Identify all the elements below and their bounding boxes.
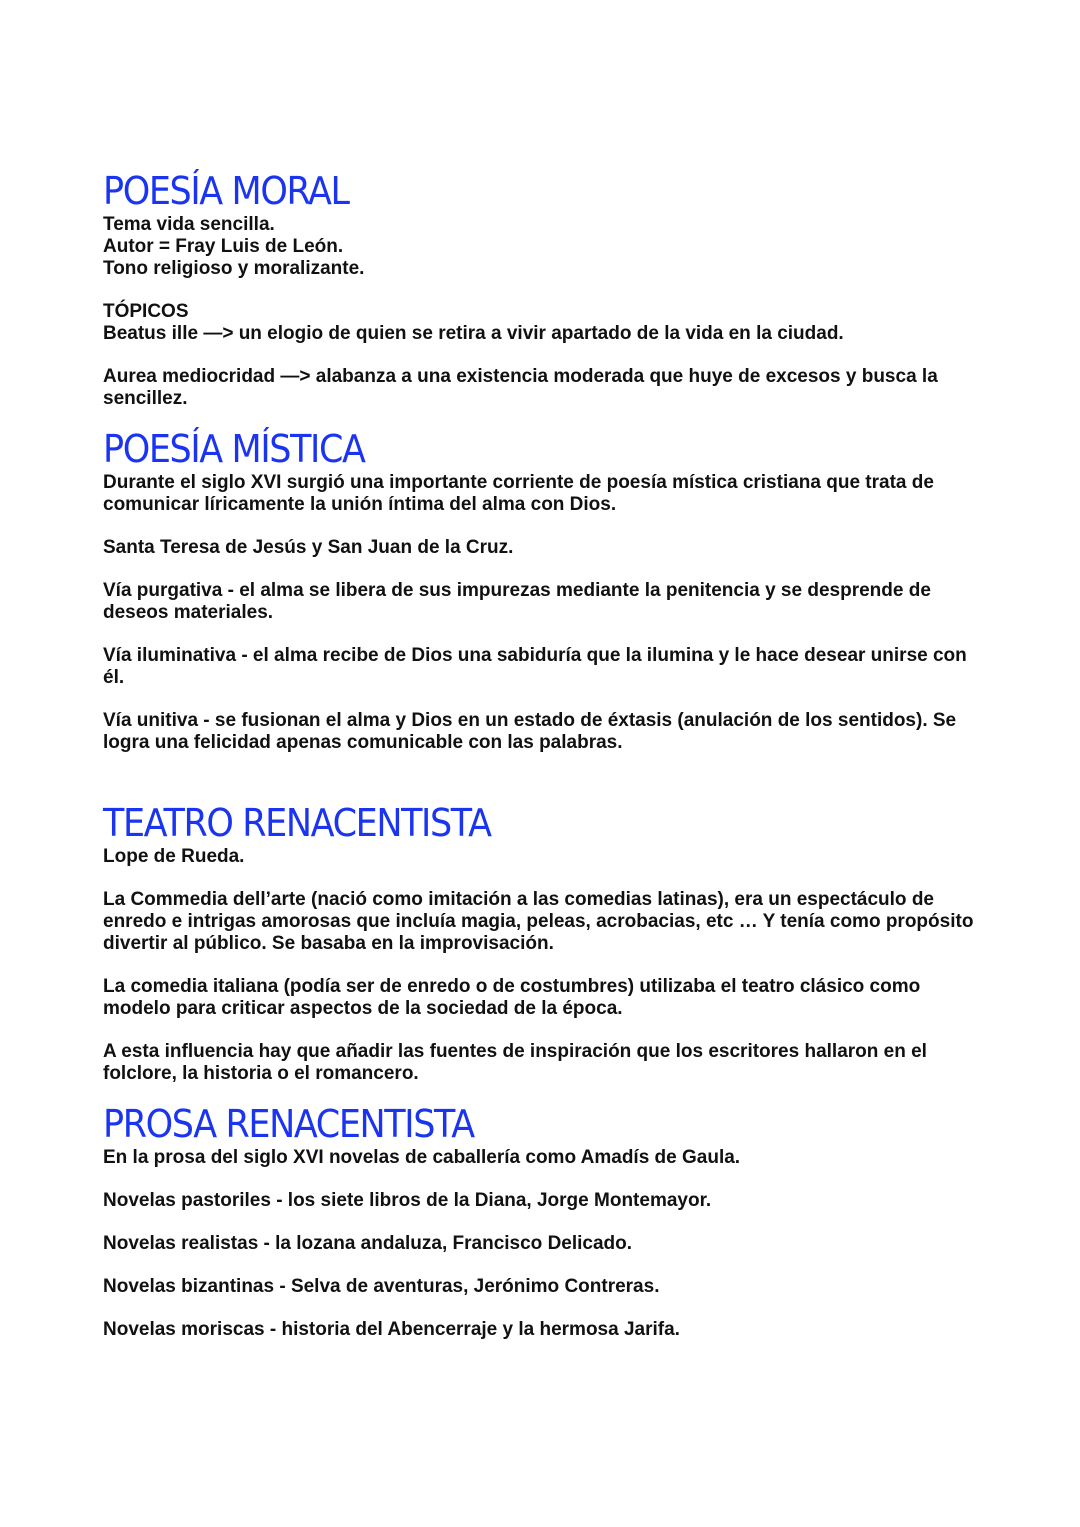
section-title: TEATRO RENACENTISTA <box>103 801 491 845</box>
paragraph: Novelas moriscas - historia del Abencerraje y la hermosa Jarifa. <box>103 1319 680 1340</box>
text-line: Tono religioso y moralizante. <box>103 258 365 279</box>
section-poesia-moral <box>103 168 993 410</box>
paragraph: Vía iluminativa - el alma recibe de Dios una sabiduría que la ilumina y le hace desear unirse con él. <box>103 645 967 688</box>
topico-item: Beatus ille —> un elogio de quien se retira a vivir apartado de la vida en la ciudad. <box>103 323 844 344</box>
paragraph: La comedia italiana (podía ser de enredo o de costumbres) utilizaba el teatro clásico como modelo para criticar aspectos de la sociedad de la época. <box>103 976 921 1019</box>
topicos-block <box>103 301 993 345</box>
paragraph: A esta influencia hay que añadir las fuentes de inspiración que los escritores hallaron en el folclore, la historia o el romancero. <box>103 1041 927 1084</box>
paragraph: Vía purgativa - el alma se libera de sus impurezas mediante la penitencia y se desprende de deseos materiales. <box>103 580 931 623</box>
paragraph: Durante el siglo XVI surgió una importante corriente de poesía mística cristiana que trata de comunicar líricamente la unión íntima del alma con Dios. <box>103 472 934 515</box>
section-title: POESÍA MORAL <box>103 169 349 213</box>
section-poesia-mistica <box>103 426 993 754</box>
paragraph: Novelas bizantinas - Selva de aventuras, Jerónimo Contreras. <box>103 1276 660 1297</box>
text-line: Tema vida sencilla. <box>103 214 275 235</box>
topico-item: Aurea mediocridad —> alabanza a una existencia moderada que huye de excesos y busca la sencillez. <box>103 366 938 409</box>
paragraph: La Commedia dell’arte (nació como imitación a las comedias latinas), era un espectáculo de enredo e intrigas amorosas que incluía magia, peleas, acrobacias, etc … Y tenía como propósito divertir al público. Se basaba en la improvisación. <box>103 889 974 954</box>
paragraph: Lope de Rueda. <box>103 846 245 867</box>
section-title: PROSA RENACENTISTA <box>103 1102 474 1146</box>
text-line: Autor = Fray Luis de León. <box>103 236 344 257</box>
paragraph: Novelas pastoriles - los siete libros de la Diana, Jorge Montemayor. <box>103 1190 712 1211</box>
section-prosa-renacentista <box>103 1101 993 1341</box>
paragraph: Vía unitiva - se fusionan el alma y Dios en un estado de éxtasis (anulación de los sentidos). Se logra una felicidad apenas comunicable con las palabras. <box>103 710 957 753</box>
section-teatro-renacentista <box>103 800 993 1085</box>
paragraph: En la prosa del siglo XVI novelas de caballería como Amadís de Gaula. <box>103 1147 741 1168</box>
section-title: POESÍA MÍSTICA <box>103 427 365 471</box>
document-content <box>103 168 993 1341</box>
topicos-label: TÓPICOS <box>103 301 189 322</box>
paragraph: Santa Teresa de Jesús y San Juan de la Cruz. <box>103 537 514 558</box>
paragraph: Novelas realistas - la lozana andaluza, Francisco Delicado. <box>103 1233 633 1254</box>
intro-lines <box>103 214 993 280</box>
